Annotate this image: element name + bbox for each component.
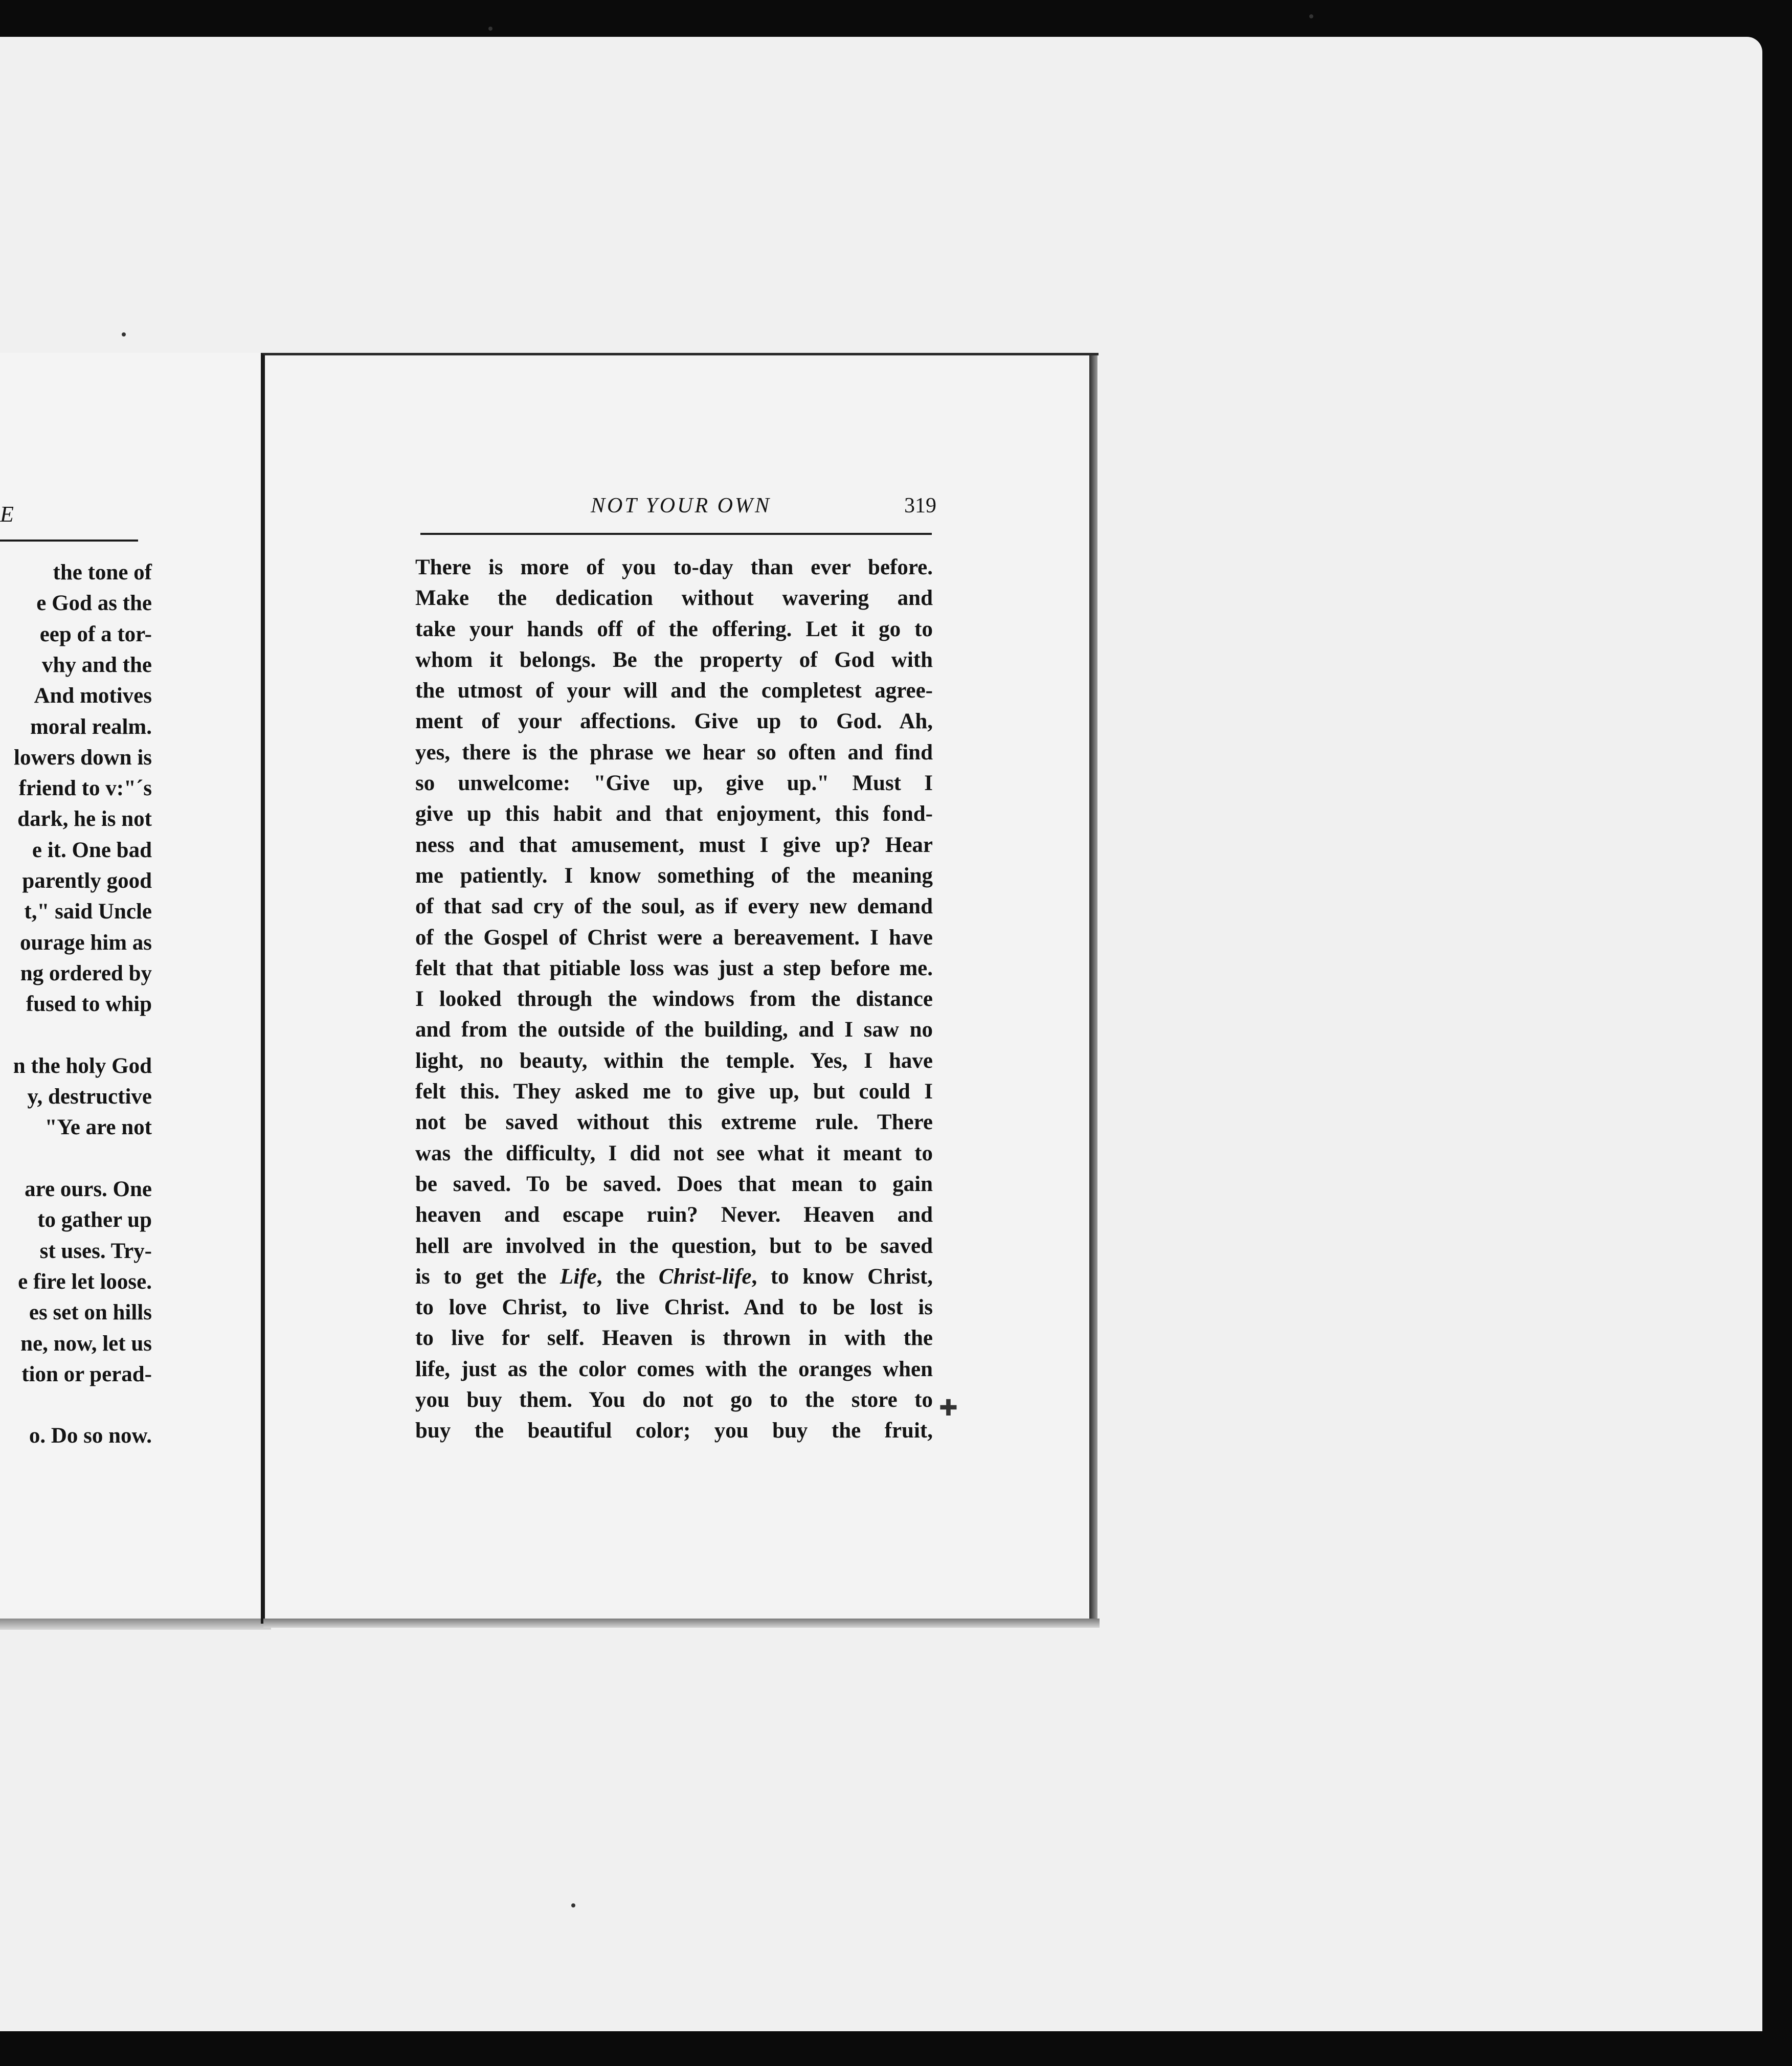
text-fragment: , the: [596, 1264, 659, 1289]
text-line: buy the beautiful color; you buy the fruit,: [415, 1419, 933, 1443]
speck: [122, 332, 126, 336]
text-line: and from the outside of the building, and I saw no: [415, 1018, 933, 1042]
left-text-line: y, destructive: [27, 1085, 152, 1109]
italic-word: Life: [560, 1264, 597, 1289]
margin-cross-mark: ✚: [939, 1396, 958, 1421]
right-page-edge: [1089, 355, 1097, 1624]
text-line: yes, there is the phrase we hear so often and find: [415, 740, 933, 765]
text-line: [415, 1262, 933, 1292]
left-text-line: the tone of: [53, 560, 152, 585]
left-text-line: "Ye are not: [44, 1115, 152, 1140]
left-running-head: E: [0, 502, 15, 527]
left-text-line: tion or perad-: [21, 1362, 152, 1386]
left-text-line: es set on hills: [29, 1300, 152, 1325]
text-line: hell are involved in the question, but to be saved: [415, 1233, 933, 1258]
text-line: life, just as the color comes with the oranges when: [415, 1357, 933, 1381]
left-text-line: And motives: [34, 684, 152, 708]
text-line: me patiently. I know something of the meaning: [415, 863, 933, 888]
left-text-line: moral realm.: [30, 714, 152, 739]
text-line: not be saved without this extreme rule. There: [415, 1110, 933, 1135]
text-line: you buy them. You do not go to the store to: [415, 1388, 933, 1412]
left-text-line: to gather up: [37, 1208, 152, 1232]
left-text-line: o. Do so now.: [29, 1424, 152, 1448]
page-number: 319: [904, 494, 936, 518]
text-line: the utmost of your will and the completest agree-: [415, 679, 933, 703]
text-line: felt that that pitiable loss was just a step before me.: [415, 956, 933, 980]
text-line: I looked through the windows from the distance: [415, 987, 933, 1012]
left-text-line: fused to whip: [26, 992, 152, 1017]
left-text-line: ne, now, let us: [20, 1331, 152, 1356]
head-rule: [420, 533, 932, 535]
text-line: Make the dedication without wavering and: [415, 586, 933, 611]
left-text-line: ourage him as: [20, 930, 152, 955]
left-text-line: eep of a tor-: [39, 622, 152, 646]
text-line: heaven and escape ruin? Never. Heaven and: [415, 1203, 933, 1227]
left-text-line: e God as the: [36, 591, 152, 616]
text-line: ment of your affections. Give up to God. Ah,: [415, 709, 933, 734]
text-line: felt this. They asked me to give up, but could I: [415, 1080, 933, 1104]
speck: [1309, 14, 1313, 18]
text-line: so unwelcome: "Give up, give up." Must I: [415, 771, 933, 796]
text-line: of that sad cry of the soul, as if every new demand: [415, 894, 933, 919]
speck: [488, 27, 492, 31]
text-line: of the Gospel of Christ were a bereavement. I have: [415, 925, 933, 950]
left-text-line: st uses. Try-: [39, 1239, 152, 1263]
running-head: NOT YOUR OWN: [591, 494, 771, 518]
text-line: to love Christ, to live Christ. And to be lost is: [415, 1295, 933, 1320]
left-text-line: friend to v:"´s: [18, 776, 152, 801]
text-line: to live for self. Heaven is thrown in with the: [415, 1326, 933, 1351]
left-text-line: lowers down is: [14, 745, 152, 770]
left-page: [0, 353, 272, 1621]
text-line: take your hands off of the offering. Let it go to: [415, 617, 933, 641]
left-text-line: are ours. One: [25, 1177, 152, 1201]
body-text: [415, 552, 933, 1447]
text-fragment: is to get the: [415, 1264, 561, 1289]
text-line: ness and that amusement, must I give up? Hear: [415, 833, 933, 857]
left-page-bottom-edge: [0, 1619, 271, 1630]
text-line: There is more of you to-day than ever before.: [415, 555, 933, 579]
left-text-line: t," said Uncle: [24, 900, 152, 924]
text-line: light, no beauty, within the temple. Yes, I have: [415, 1048, 933, 1073]
left-text-line: vhy and the: [41, 653, 152, 677]
text-line: be saved. To be saved. Does that mean to gain: [415, 1172, 933, 1196]
left-head-rule: [0, 540, 138, 542]
italic-word: Christ-life: [658, 1264, 752, 1289]
left-text-line: parently good: [22, 869, 152, 893]
speck: [571, 1903, 575, 1907]
left-text-line: e fire let loose.: [18, 1269, 152, 1294]
text-line: whom it belongs. Be the property of God with: [415, 647, 933, 672]
left-text-line: e it. One bad: [32, 838, 152, 862]
text-fragment: , to know Christ,: [751, 1264, 933, 1289]
text-line: give up this habit and that enjoyment, this fond-: [415, 802, 933, 826]
text-line: was the difficulty, I did not see what it meant to: [415, 1141, 933, 1165]
left-text-line: n the holy God: [13, 1053, 152, 1078]
right-page-bottom-edge: [263, 1619, 1100, 1628]
left-text-line: ng ordered by: [20, 961, 152, 985]
left-text-line: dark, he is not: [17, 807, 152, 832]
